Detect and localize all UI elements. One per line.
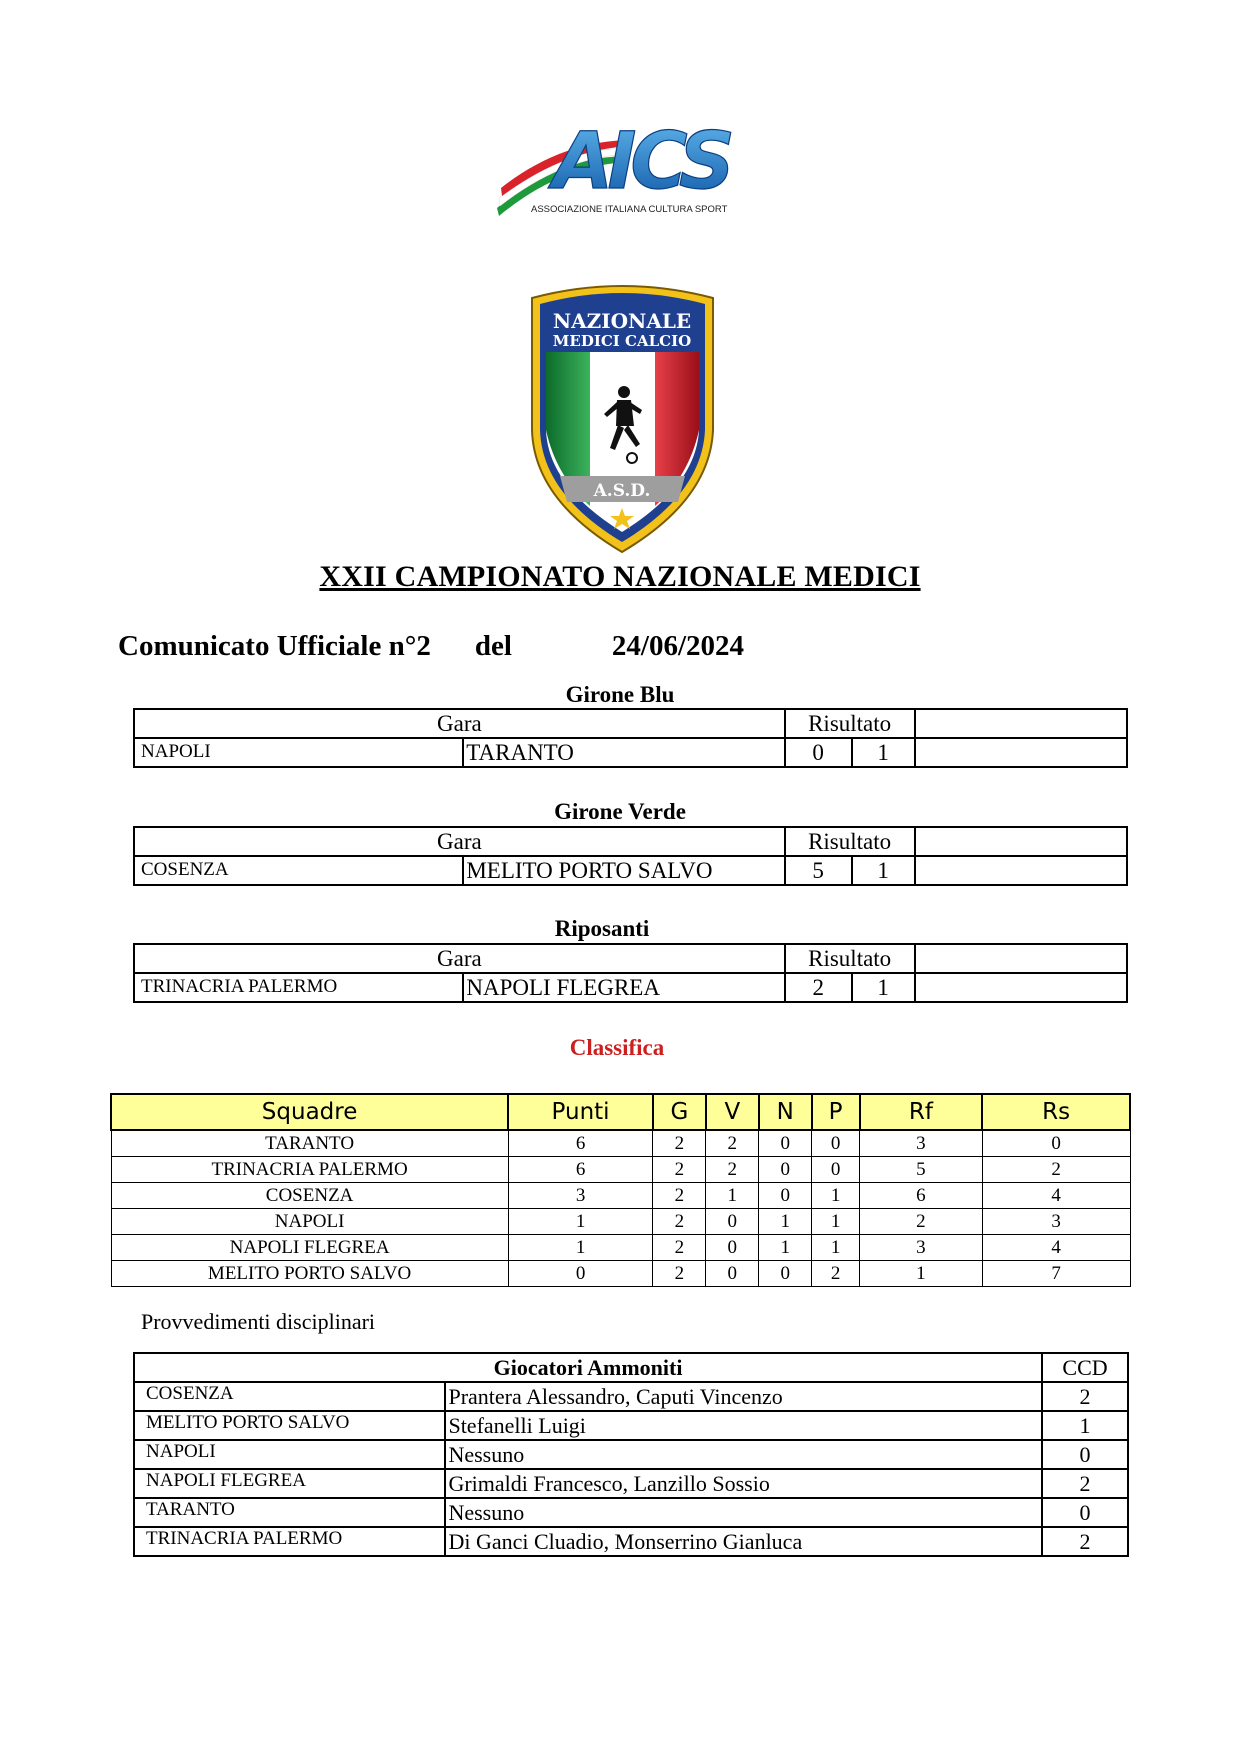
team-name: COSENZA (111, 1183, 508, 1209)
ccd-cell: 1 (1042, 1411, 1128, 1440)
risultato-header: Risultato (785, 827, 915, 856)
n-cell: 0 (759, 1183, 812, 1209)
players-cell: Prantera Alessandro, Caputi Vincenzo (445, 1382, 1042, 1411)
g-cell: 2 (653, 1157, 706, 1183)
ammoniti-header: Giocatori Ammoniti (134, 1353, 1042, 1382)
ccd-cell: 2 (1042, 1469, 1128, 1498)
punti-cell: 0 (508, 1261, 653, 1287)
home-team: COSENZA (134, 856, 463, 885)
p-cell: 0 (812, 1157, 860, 1183)
players-cell: Nessuno (445, 1440, 1042, 1469)
table-row (134, 1469, 1128, 1498)
table-row (134, 1527, 1128, 1556)
standings-table (110, 1093, 1131, 1287)
rf-cell: 1 (860, 1261, 983, 1287)
aics-wordmark: AICS (553, 117, 730, 207)
team-name: NAPOLI (134, 1440, 445, 1469)
g-cell: 2 (653, 1183, 706, 1209)
gara-header: Gara (134, 944, 785, 973)
n-cell: 1 (759, 1235, 812, 1261)
players-cell: Di Ganci Cluadio, Monserrino Gianluca (445, 1527, 1042, 1556)
players-cell: Stefanelli Luigi (445, 1411, 1042, 1440)
page-title: XXII CAMPIONATO NAZIONALE MEDICI (319, 560, 921, 593)
gara-header: Gara (134, 709, 785, 738)
g-cell: 2 (653, 1261, 706, 1287)
v-cell: 0 (706, 1235, 759, 1261)
players-cell: Grimaldi Francesco, Lanzillo Sossio (445, 1469, 1042, 1498)
punti-cell: 3 (508, 1183, 653, 1209)
g-cell: 2 (653, 1235, 706, 1261)
match-table-blu (133, 708, 1128, 768)
home-score: 0 (785, 738, 852, 767)
rs-cell: 7 (982, 1261, 1130, 1287)
gara-header: Gara (134, 827, 785, 856)
group-heading-blu: Girone Blu (565, 682, 675, 707)
badge-bottom-text: A.S.D. (593, 481, 651, 501)
col-header-p: P (812, 1094, 860, 1130)
table-row (134, 1411, 1128, 1440)
team-name: TARANTO (134, 1498, 445, 1527)
away-score: 1 (852, 856, 915, 885)
match-table-riposanti (133, 943, 1128, 1003)
rf-cell: 3 (860, 1235, 983, 1261)
risultato-header: Risultato (785, 944, 915, 973)
v-cell: 0 (706, 1261, 759, 1287)
away-team: TARANTO (463, 738, 784, 767)
table-row (134, 1382, 1128, 1411)
punti-cell: 1 (508, 1209, 653, 1235)
n-cell: 1 (759, 1209, 812, 1235)
comunicato-del: del (474, 630, 512, 662)
rs-cell: 3 (982, 1209, 1130, 1235)
ccd-cell: 2 (1042, 1382, 1128, 1411)
ccd-cell: 2 (1042, 1527, 1128, 1556)
team-name: TRINACRIA PALERMO (111, 1157, 508, 1183)
table-row (111, 1183, 1130, 1209)
n-cell: 0 (759, 1157, 812, 1183)
p-cell: 1 (812, 1183, 860, 1209)
col-header-punti: Punti (508, 1094, 653, 1130)
table-row (111, 1235, 1130, 1261)
table-row (134, 1440, 1128, 1469)
v-cell: 0 (706, 1209, 759, 1235)
provvedimenti-label: Provvedimenti disciplinari (141, 1309, 376, 1334)
players-cell: Nessuno (445, 1498, 1042, 1527)
table-row (111, 1209, 1130, 1235)
v-cell: 2 (706, 1130, 759, 1157)
rs-cell: 2 (982, 1157, 1130, 1183)
g-cell: 2 (653, 1130, 706, 1157)
ccd-header: CCD (1042, 1353, 1128, 1382)
rs-cell: 4 (982, 1235, 1130, 1261)
team-name: TRINACRIA PALERMO (134, 1527, 445, 1556)
table-row (111, 1157, 1130, 1183)
aics-subtitle: ASSOCIAZIONE ITALIANA CULTURA SPORT (531, 204, 728, 215)
col-header-squadre: Squadre (111, 1094, 508, 1130)
comunicato-line (118, 630, 744, 663)
rf-cell: 6 (860, 1183, 983, 1209)
group-heading-verde: Girone Verde (554, 799, 686, 824)
v-cell: 1 (706, 1183, 759, 1209)
p-cell: 1 (812, 1209, 860, 1235)
rf-cell: 2 (860, 1209, 983, 1235)
away-team: NAPOLI FLEGREA (463, 973, 784, 1002)
group-heading-riposanti: Riposanti (554, 916, 650, 941)
table-row (134, 1498, 1128, 1527)
team-name: NAPOLI (111, 1209, 508, 1235)
team-name: TARANTO (111, 1130, 508, 1157)
g-cell: 2 (653, 1209, 706, 1235)
badge-middle-text: MEDICI CALCIO (552, 332, 692, 350)
classifica-heading: Classifica (569, 1035, 665, 1060)
team-name: MELITO PORTO SALVO (134, 1411, 445, 1440)
home-team: NAPOLI (134, 738, 463, 767)
table-row (111, 1130, 1130, 1157)
home-score: 2 (785, 973, 852, 1002)
aics-logo (495, 112, 760, 224)
rf-cell: 5 (860, 1157, 983, 1183)
p-cell: 0 (812, 1130, 860, 1157)
punti-cell: 6 (508, 1157, 653, 1183)
home-team: TRINACRIA PALERMO (134, 973, 463, 1002)
n-cell: 0 (759, 1261, 812, 1287)
ccd-cell: 0 (1042, 1498, 1128, 1527)
away-score: 1 (852, 973, 915, 1002)
risultato-header: Risultato (785, 709, 915, 738)
col-header-v: V (706, 1094, 759, 1130)
rs-cell: 0 (982, 1130, 1130, 1157)
team-name: MELITO PORTO SALVO (111, 1261, 508, 1287)
ccd-cell: 0 (1042, 1440, 1128, 1469)
comunicato-date: 24/06/2024 (611, 630, 745, 662)
v-cell: 2 (706, 1157, 759, 1183)
col-header-rs: Rs (982, 1094, 1130, 1130)
nazionale-medici-calcio-badge (520, 280, 725, 555)
disciplinary-table (133, 1352, 1129, 1557)
p-cell: 1 (812, 1235, 860, 1261)
punti-cell: 1 (508, 1235, 653, 1261)
away-score: 1 (852, 738, 915, 767)
team-name: COSENZA (134, 1382, 445, 1411)
away-team: MELITO PORTO SALVO (463, 856, 784, 885)
rf-cell: 3 (860, 1130, 983, 1157)
col-header-n: N (759, 1094, 812, 1130)
col-header-g: G (653, 1094, 706, 1130)
rs-cell: 4 (982, 1183, 1130, 1209)
badge-top-text: NAZIONALE (552, 309, 692, 333)
n-cell: 0 (759, 1130, 812, 1157)
p-cell: 2 (812, 1261, 860, 1287)
home-score: 5 (785, 856, 852, 885)
table-row (111, 1261, 1130, 1287)
team-name: NAPOLI FLEGREA (111, 1235, 508, 1261)
col-header-rf: Rf (860, 1094, 983, 1130)
team-name: NAPOLI FLEGREA (134, 1469, 445, 1498)
match-table-verde (133, 826, 1128, 886)
comunicato-label: Comunicato Ufficiale n°2 (118, 630, 431, 662)
punti-cell: 6 (508, 1130, 653, 1157)
